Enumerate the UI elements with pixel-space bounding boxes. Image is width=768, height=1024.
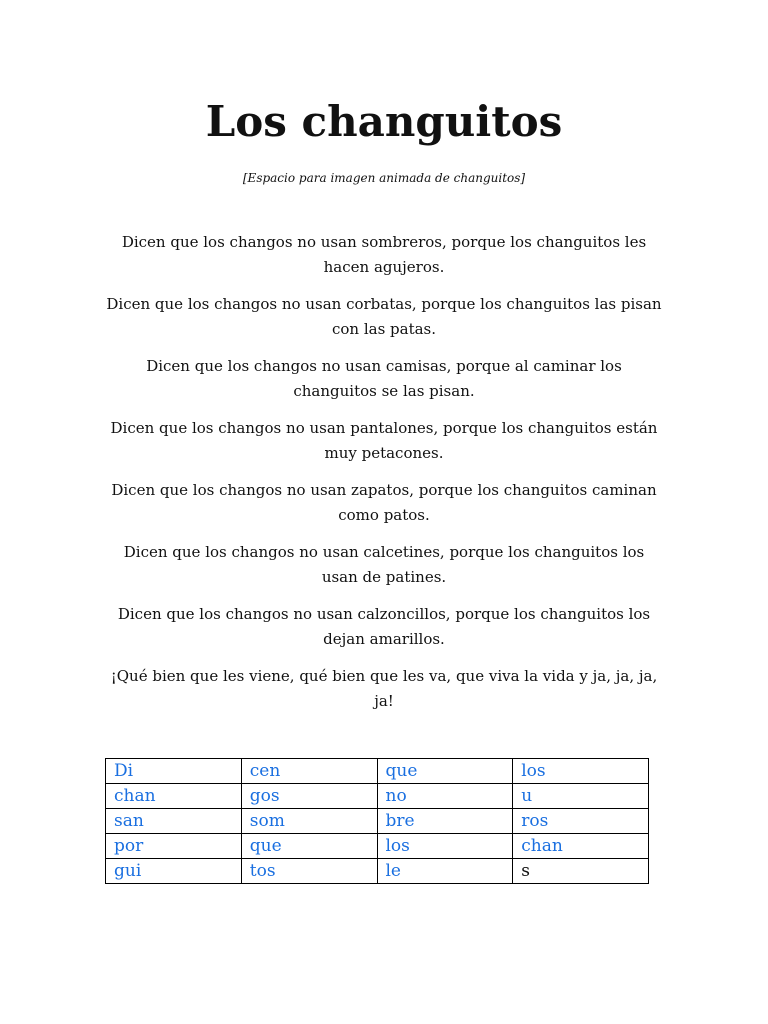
syllable-table: [105, 758, 649, 884]
syllable-cell: que: [241, 834, 377, 859]
syllable-cell: cen: [241, 759, 377, 784]
verse-chorus: ¡Qué bien que les viene, qué bien que les va, que viva la vida y ja, ja, ja, ja!: [110, 667, 658, 710]
verse: Dicen que los changos no usan calzoncillos, porque los changuitos los dejan amarillos.: [117, 605, 651, 648]
syllable-cell: tos: [241, 859, 377, 884]
syllable-cell: gui: [106, 859, 242, 884]
syllable-cell: que: [377, 759, 513, 784]
verse: Dicen que los changos no usan corbatas, porque los changuitos las pisan con las patas.: [106, 295, 662, 338]
verse: Dicen que los changos no usan pantalones, porque los changuitos están muy petacones.: [110, 419, 658, 462]
syllable-cell: u: [513, 784, 649, 809]
table-row: [106, 759, 649, 784]
song-verses: [105, 230, 663, 726]
syllable-cell: chan: [106, 784, 242, 809]
syllable-cell: no: [377, 784, 513, 809]
table-row: [106, 859, 649, 884]
verse: Dicen que los changos no usan zapatos, porque los changuitos caminan como patos.: [111, 481, 657, 524]
table-row: [106, 784, 649, 809]
syllable-cell: chan: [513, 834, 649, 859]
syllable-cell: ros: [513, 809, 649, 834]
table-row: [106, 834, 649, 859]
syllable-cell: som: [241, 809, 377, 834]
page-title: Los changuitos: [205, 97, 563, 146]
syllable-cell: los: [377, 834, 513, 859]
verse: Dicen que los changos no usan sombreros, porque los changuitos les hacen agujeros.: [121, 233, 647, 276]
syllable-cell: Di: [106, 759, 242, 784]
syllable-cell: s: [513, 859, 649, 884]
image-placeholder-note: [Espacio para imagen animada de changuitos]: [242, 171, 526, 185]
table-row: [106, 809, 649, 834]
syllable-cell: bre: [377, 809, 513, 834]
syllable-cell: gos: [241, 784, 377, 809]
syllable-cell: le: [377, 859, 513, 884]
syllable-cell: san: [106, 809, 242, 834]
syllable-cell: los: [513, 759, 649, 784]
syllable-cell: por: [106, 834, 242, 859]
verse: Dicen que los changos no usan calcetines, porque los changuitos los usan de patines.: [123, 543, 645, 586]
verse: Dicen que los changos no usan camisas, porque al caminar los changuitos se las pisan.: [146, 357, 622, 400]
